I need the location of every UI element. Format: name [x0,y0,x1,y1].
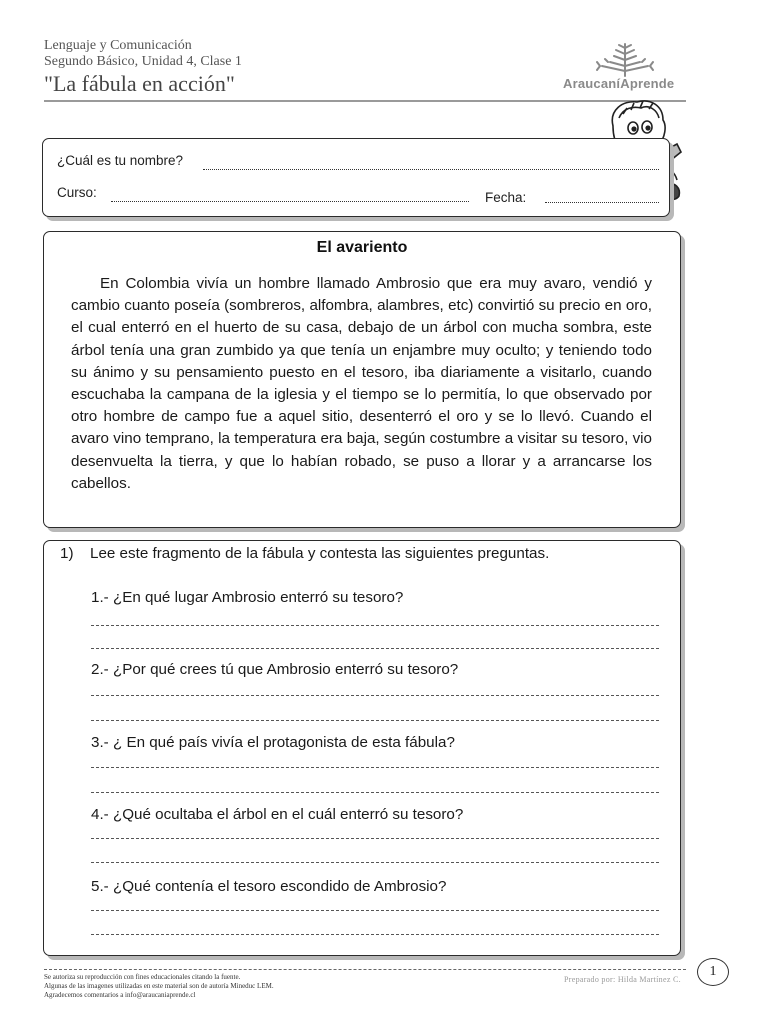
answer-line-4a[interactable] [91,838,659,839]
activity-instruction [60,545,549,562]
answer-line-4b[interactable] [91,862,659,863]
answer-line-1b[interactable] [91,648,659,649]
story-paragraph: En Colombia vivía un hombre llamado Ambrosio que era muy avaro, vendió y cambio cuanto poseía (sombreros, alfombra, alambres, etc) convirtió su precio en oro, el cual enterró en el huerto de su casa, debajo de un árbol con mucha sombra, este árbol tenía una gran zumbido ya que tenía un enjambre muy oculto; y teniendo todo su ánimo y su pensamiento puesto en el tesoro, iba diariamente a visitarlo, cuando escuchaba la campana de la iglesia y el tiempo se lo permitía, lo que observado por otro hombre de campo fue a aquel sitio, desenterró el oro y se lo llevó. Cuando el avaro vino temprano, la temperatura era baja, según costumbre a visitar su tesoro, vio desenvuelta la tierra, y que lo habían robado, se puso a llorar y a arrancarse los cabellos. [71,275,652,492]
course-unit-label: Segundo Básico, Unidad 4, Clase 1 [44,54,242,69]
footer-line-2: Algunas de las imagenes utilizadas en este material son de autoría Mineduc LEM. [44,982,274,990]
question-2: 2.- ¿Por qué crees tú que Ambrosio enterró su tesoro? [91,661,459,678]
answer-line-5b[interactable] [91,934,659,935]
answer-line-5a[interactable] [91,910,659,911]
answer-line-2a[interactable] [91,695,659,696]
course-label: Curso: [57,185,97,200]
questions-box [43,540,681,956]
footer-divider [44,969,686,970]
student-info-box [42,138,670,217]
activity-number: 1) [60,545,74,562]
story-title: El avariento [316,239,408,256]
document-header [44,38,242,97]
question-1: 1.- ¿En qué lugar Ambrosio enterró su tesoro? [91,589,404,606]
instruction-text: Lee este fragmento de la fábula y contesta las siguientes preguntas. [90,545,550,562]
answer-line-3a[interactable] [91,767,659,768]
story-text [71,273,652,495]
footer-line-3: Agradecemos comentarios a info@araucaniaprende.cl [44,991,196,999]
brand-logo-text: AraucaníAprende [563,76,675,91]
footer-notes [44,973,274,1000]
page-title: "La fábula en acción" [44,71,235,96]
question-4: 4.- ¿Qué ocultaba el árbol en el cuál enterró su tesoro? [91,806,464,823]
course-field[interactable] [111,201,469,202]
question-3: 3.- ¿ En qué país vivía el protagonista de esta fábula? [91,734,455,751]
name-label: ¿Cuál es tu nombre? [57,153,184,168]
answer-line-1a[interactable] [91,625,659,626]
page-number: 1 [697,958,729,986]
author-credit: Preparado por: Hilda Martínez C. [564,975,681,984]
footer-line-1: Se autoriza su reproducción con fines educacionales citando la fuente. [44,973,241,981]
answer-line-2b[interactable] [91,720,659,721]
question-5: 5.- ¿Qué contenía el tesoro escondido de Ambrosio? [91,878,447,895]
answer-line-3b[interactable] [91,792,659,793]
subject-label: Lenguaje y Comunicación [44,38,192,53]
date-label: Fecha: [485,190,527,205]
date-field[interactable] [545,202,659,203]
name-field[interactable] [203,169,659,170]
story-box [43,231,681,528]
